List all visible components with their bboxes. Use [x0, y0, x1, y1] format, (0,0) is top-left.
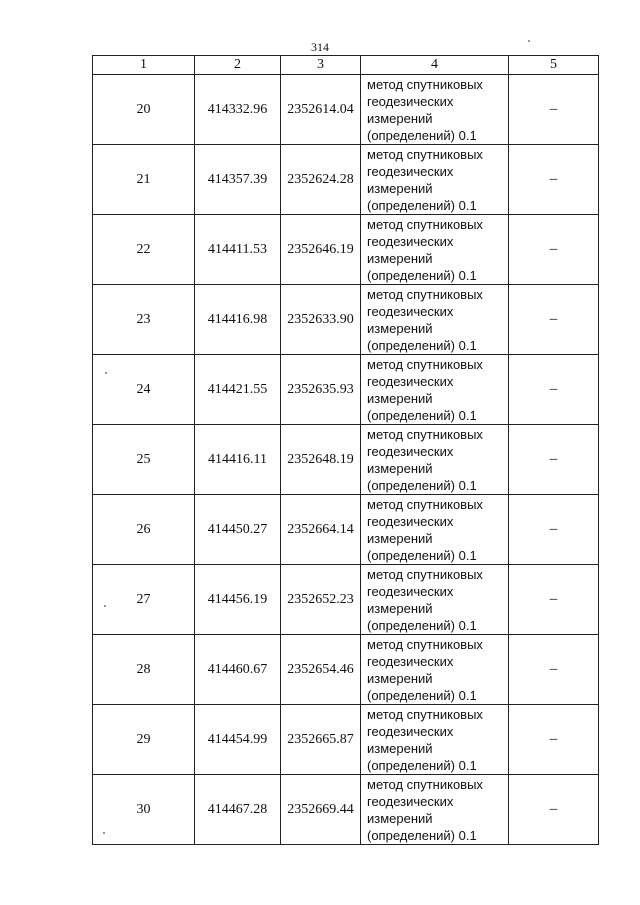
coordinate-y: 2352654.46 — [281, 635, 361, 705]
method-description: метод спутниковых геодезических измерений (определений) 0.1 — [361, 285, 509, 355]
table-row — [93, 145, 599, 215]
coordinate-x: 414332.96 — [195, 75, 281, 145]
column-header-5: 5 — [509, 56, 599, 75]
empty-value-dash: – — [509, 705, 599, 775]
method-description: метод спутниковых геодезических измерений (определений) 0.1 — [361, 495, 509, 565]
scan-speck — [104, 605, 106, 607]
point-number: 23 — [93, 285, 195, 355]
table-row — [93, 495, 599, 565]
scan-speck — [528, 40, 530, 42]
coordinate-x: 414421.55 — [195, 355, 281, 425]
empty-value-dash: – — [509, 145, 599, 215]
coordinate-x: 414454.99 — [195, 705, 281, 775]
coordinate-y: 2352664.14 — [281, 495, 361, 565]
point-number: 24 — [93, 355, 195, 425]
empty-value-dash: – — [509, 75, 599, 145]
coordinate-y: 2352652.23 — [281, 565, 361, 635]
coordinate-x: 414460.67 — [195, 635, 281, 705]
empty-value-dash: – — [509, 285, 599, 355]
table-row — [93, 705, 599, 775]
scan-speck — [103, 832, 105, 834]
table-header-row — [93, 56, 599, 75]
coordinate-x: 414450.27 — [195, 495, 281, 565]
table-row — [93, 75, 599, 145]
empty-value-dash: – — [509, 635, 599, 705]
coordinate-x: 414416.98 — [195, 285, 281, 355]
column-header-4: 4 — [361, 56, 509, 75]
empty-value-dash: – — [509, 775, 599, 845]
table-row — [93, 425, 599, 495]
coordinate-y: 2352646.19 — [281, 215, 361, 285]
coordinate-x: 414456.19 — [195, 565, 281, 635]
point-number: 26 — [93, 495, 195, 565]
coordinates-table — [92, 55, 599, 845]
point-number: 29 — [93, 705, 195, 775]
method-description: метод спутниковых геодезических измерений (определений) 0.1 — [361, 425, 509, 495]
column-header-2: 2 — [195, 56, 281, 75]
table-row — [93, 635, 599, 705]
method-description: метод спутниковых геодезических измерений (определений) 0.1 — [361, 635, 509, 705]
point-number: 22 — [93, 215, 195, 285]
point-number: 28 — [93, 635, 195, 705]
empty-value-dash: – — [509, 495, 599, 565]
table-row — [93, 775, 599, 845]
method-description: метод спутниковых геодезических измерений (определений) 0.1 — [361, 145, 509, 215]
coordinate-y: 2352665.87 — [281, 705, 361, 775]
method-description: метод спутниковых геодезических измерений (определений) 0.1 — [361, 75, 509, 145]
empty-value-dash: – — [509, 215, 599, 285]
scan-speck — [105, 372, 107, 374]
table-row — [93, 285, 599, 355]
point-number: 20 — [93, 75, 195, 145]
method-description: метод спутниковых геодезических измерений (определений) 0.1 — [361, 565, 509, 635]
table-row — [93, 355, 599, 425]
coordinate-x: 414467.28 — [195, 775, 281, 845]
method-description: метод спутниковых геодезических измерений (определений) 0.1 — [361, 705, 509, 775]
coordinate-y: 2352648.19 — [281, 425, 361, 495]
empty-value-dash: – — [509, 425, 599, 495]
column-header-3: 3 — [281, 56, 361, 75]
coordinate-y: 2352633.90 — [281, 285, 361, 355]
point-number: 25 — [93, 425, 195, 495]
coordinate-x: 414411.53 — [195, 215, 281, 285]
point-number: 30 — [93, 775, 195, 845]
coordinate-y: 2352635.93 — [281, 355, 361, 425]
point-number: 21 — [93, 145, 195, 215]
method-description: метод спутниковых геодезических измерений (определений) 0.1 — [361, 775, 509, 845]
coordinate-x: 414416.11 — [195, 425, 281, 495]
empty-value-dash: – — [509, 565, 599, 635]
page-number: 314 — [311, 40, 329, 54]
table-row — [93, 565, 599, 635]
column-header-1: 1 — [93, 56, 195, 75]
table-row — [93, 215, 599, 285]
coordinate-y: 2352669.44 — [281, 775, 361, 845]
method-description: метод спутниковых геодезических измерений (определений) 0.1 — [361, 355, 509, 425]
coordinate-y: 2352624.28 — [281, 145, 361, 215]
method-description: метод спутниковых геодезических измерений (определений) 0.1 — [361, 215, 509, 285]
coordinate-y: 2352614.04 — [281, 75, 361, 145]
point-number: 27 — [93, 565, 195, 635]
empty-value-dash: – — [509, 355, 599, 425]
coordinate-x: 414357.39 — [195, 145, 281, 215]
